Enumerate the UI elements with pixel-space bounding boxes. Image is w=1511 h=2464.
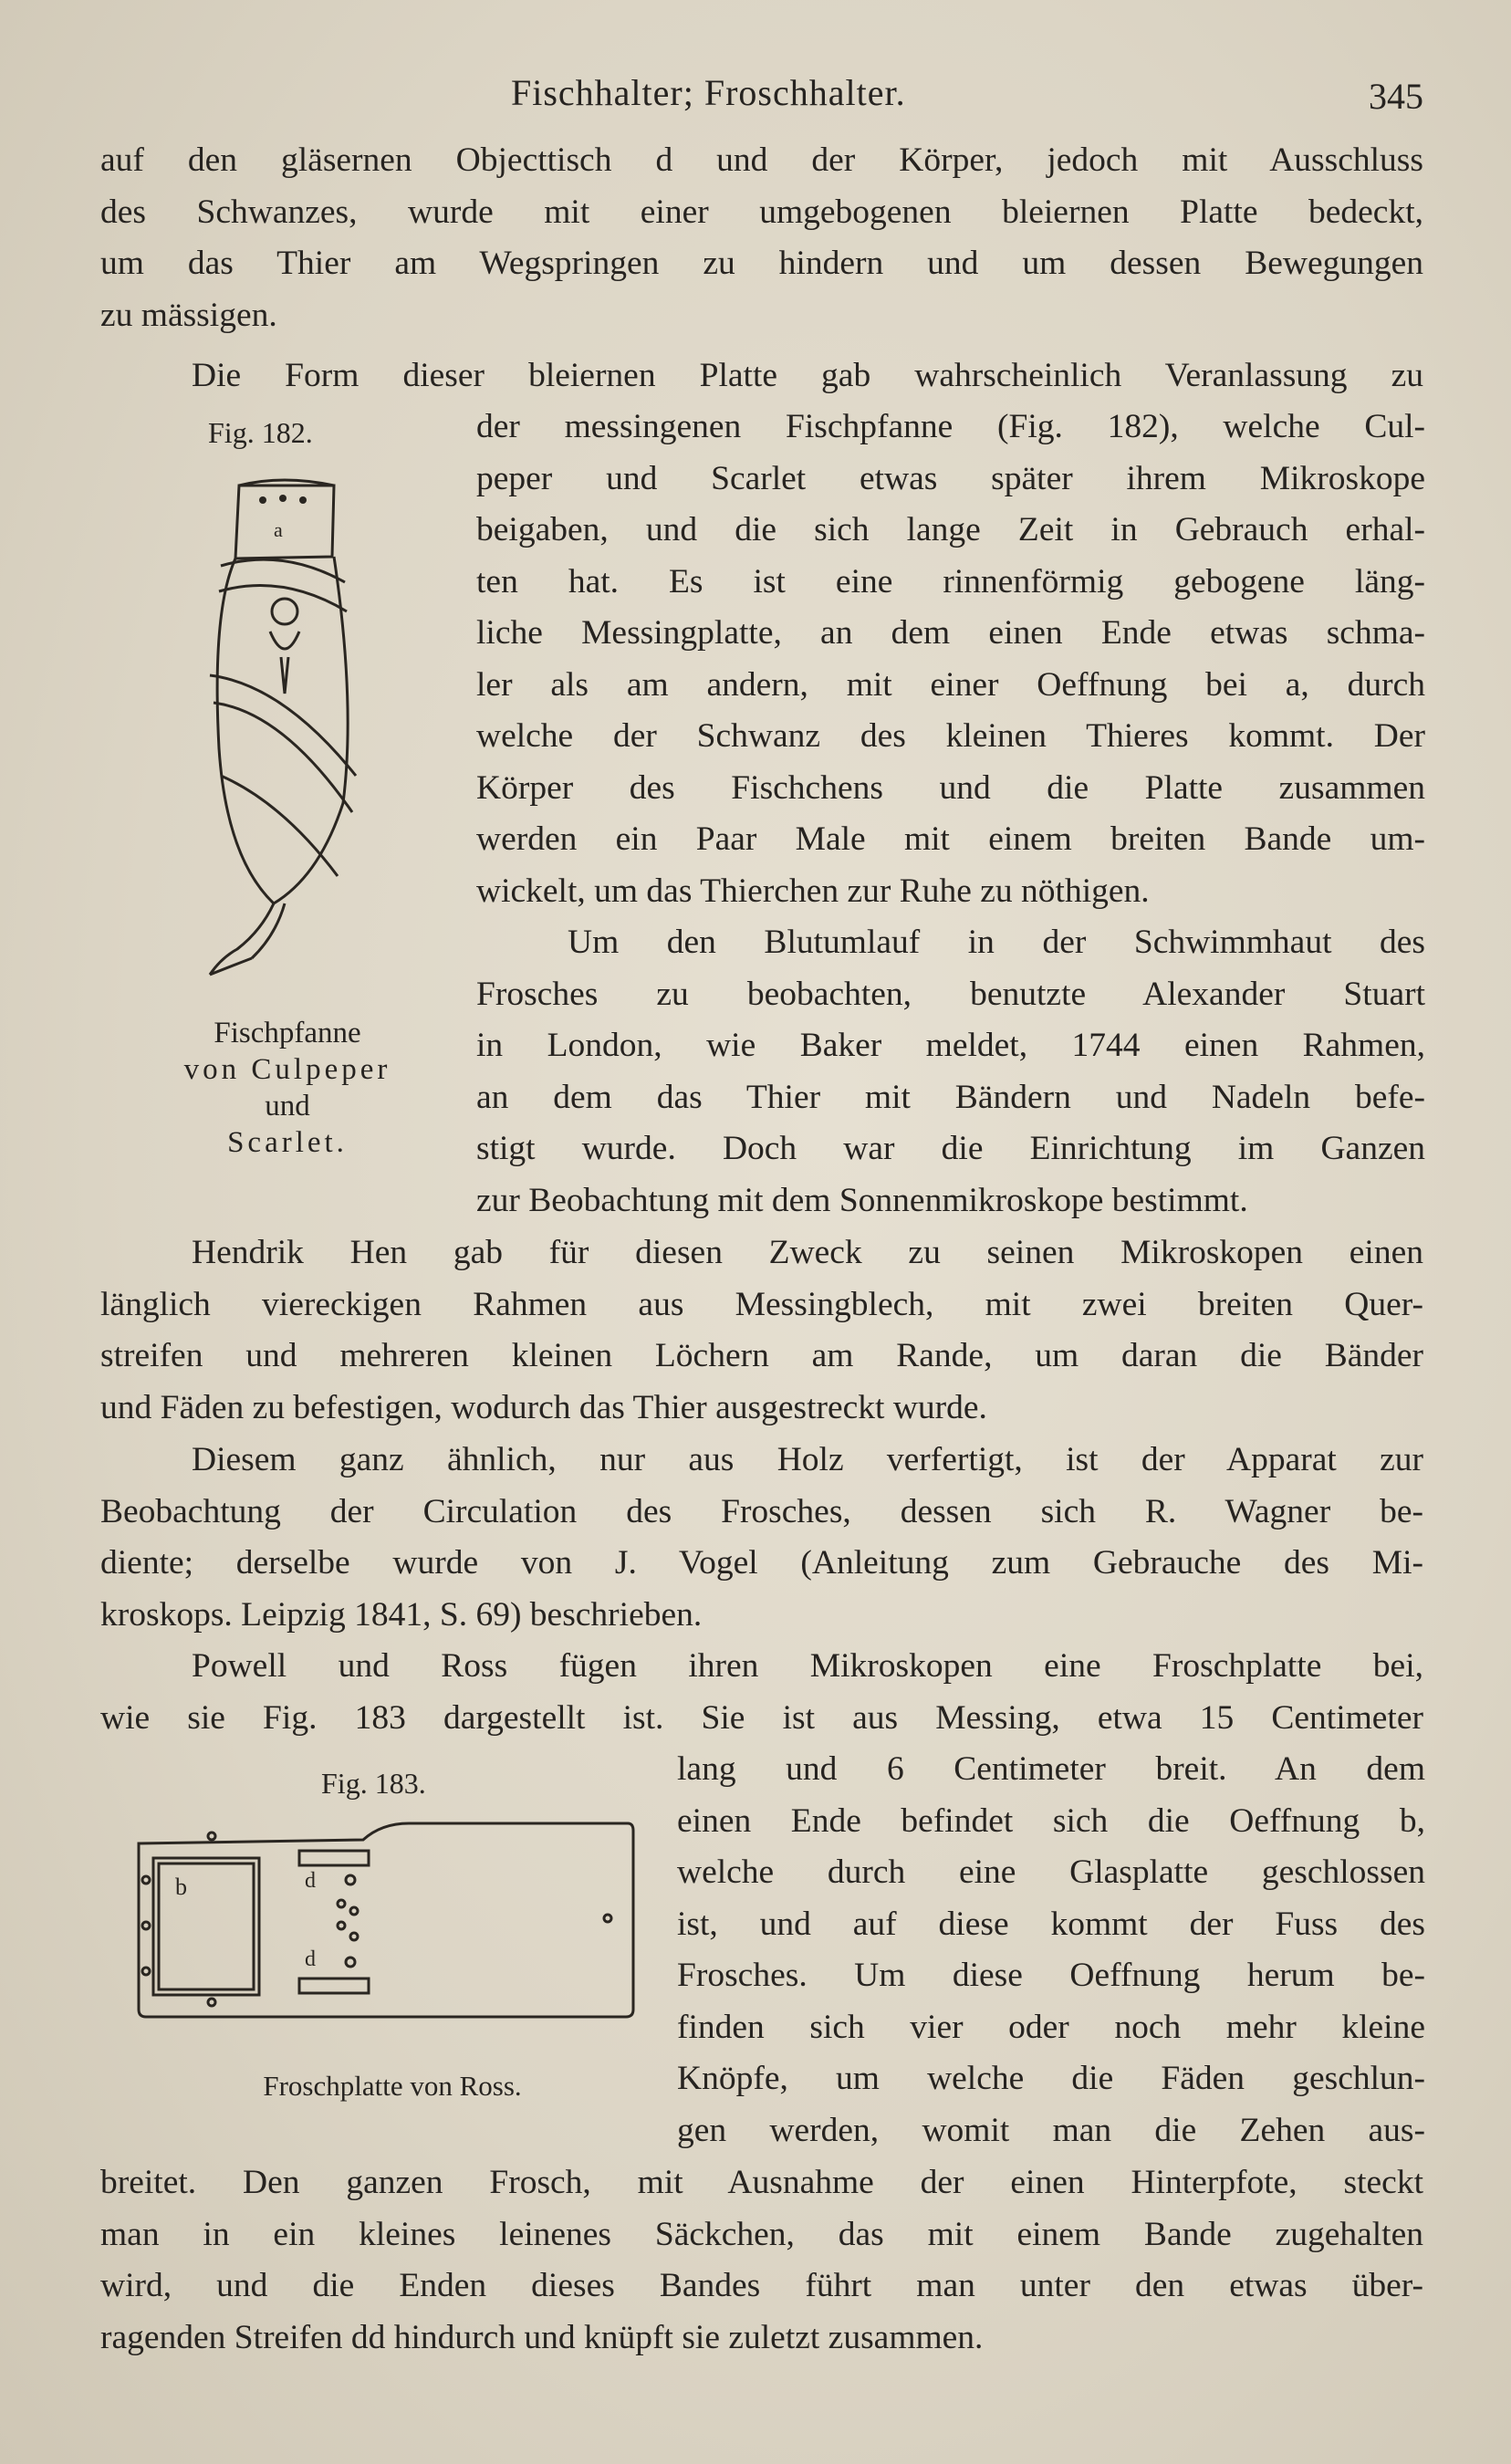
paragraph-4	[100, 1227, 1423, 1434]
page-number: 345	[1369, 76, 1423, 117]
text-line: diente; derselbe wurde von J. Vogel (Anleitung zum Gebrauche des Mi-	[100, 1544, 1423, 1582]
text-line: beigaben, und die sich lange Zeit in Gebrauch erhal-	[476, 511, 1425, 548]
figure-182-fish-pan-illustration	[173, 475, 392, 986]
text-line: Powell und Ross fügen ihren Mikroskopen eine Froschplatte bei,	[192, 1647, 1423, 1685]
text-line: streifen und mehreren kleinen Löchern am Rande, um daran die Bänder	[100, 1337, 1423, 1374]
text-line: Frosches. Um diese Oeffnung herum be-	[677, 1957, 1425, 1994]
text-line: Um den Blutumlauf in der Schwimmhaut des	[568, 924, 1425, 961]
figure-183-letter-d: d	[305, 1869, 316, 1893]
rivet-dot	[299, 496, 307, 504]
text-line: einen Ende befindet sich die Oeffnung b,	[677, 1801, 1425, 1840]
paragraph-5	[100, 1435, 1423, 1641]
figure-183-frog-plate-illustration	[135, 1816, 637, 2026]
text-line: um das Thier am Wegspringen zu hindern und um dessen Bewegungen	[100, 245, 1423, 282]
figure-183-label: Fig. 183.	[321, 1767, 426, 1800]
paragraph-6-start	[100, 1641, 1423, 1744]
text-line: der messingenen Fischpfanne (Fig. 182), welche Cul-	[476, 408, 1425, 445]
text-line: man in ein kleines leinenes Säckchen, das mit einem Bande zugehalten	[100, 2215, 1423, 2253]
text-line: finden sich vier oder noch mehr kleine	[677, 2008, 1425, 2046]
text-line: ten hat. Es ist eine rinnenförmig gebogene läng-	[476, 562, 1425, 600]
text-line: werden ein Paar Male mit einem breiten Bande um-	[476, 820, 1425, 858]
text-line: stigt wurde. Doch war die Einrichtung im Ganzen	[476, 1130, 1425, 1167]
figure-183-letter-b: b	[175, 1874, 187, 1900]
text-line: ler als am andern, mit einer Oeffnung bei a, durch	[476, 665, 1425, 704]
text-line: peper und Scarlet etwas später ihrem Mikroskope	[476, 459, 1425, 497]
text-line: lang und 6 Centimeter breit. An dem	[677, 1750, 1425, 1788]
caption-line: und	[265, 1090, 310, 1122]
figure-182-label: Fig. 182.	[208, 416, 313, 449]
text-line: gen werden, womit man die Zehen aus-	[677, 2111, 1425, 2149]
paragraph-1	[100, 135, 1423, 341]
figure-182-letter-a: a	[274, 518, 283, 541]
text-line: Hendrik Hen gab für diesen Zweck zu seinen Mikroskopen einen	[192, 1234, 1423, 1271]
text-line: Körper des Fischchens und die Platte zusammen	[476, 768, 1425, 807]
text-line: an dem das Thier mit Bändern und Nadeln befe-	[476, 1078, 1425, 1116]
text-line: breitet. Den ganzen Frosch, mit Ausnahme der einen Hinterpfote, steckt	[100, 2164, 1423, 2201]
text-line: auf den gläsernen Objecttisch d und der Körper, jedoch mit Ausschluss	[100, 141, 1423, 179]
figure-183-caption: Froschplatte von Ross.	[263, 2070, 522, 2102]
paragraph-2-wrapped	[476, 402, 1425, 917]
text-line: Die Form dieser bleiernen Platte gab wahrscheinlich Veranlassung zu	[192, 357, 1423, 394]
text-line: zu mässigen.	[100, 296, 277, 334]
figure-182-caption	[146, 1015, 429, 1161]
text-line: wie sie Fig. 183 dargestellt ist. Sie ist aus Messing, etwa 15 Centimeter	[100, 1698, 1423, 1737]
text-line: des Schwanzes, wurde mit einer umgebogenen bleiernen Platte bedeckt,	[100, 193, 1423, 231]
paragraph-3	[476, 917, 1425, 1227]
text-line: Beobachtung der Circulation des Frosches, dessen sich R. Wagner be-	[100, 1492, 1423, 1530]
caption-line: Fischpfanne	[214, 1017, 361, 1049]
text-line: Frosches zu beobachten, benutzte Alexander Stuart	[476, 975, 1425, 1013]
text-line: ist, und auf diese kommt der Fuss des	[677, 1905, 1425, 1943]
text-line: wickelt, um das Thierchen zur Ruhe zu nöthigen.	[476, 872, 1150, 910]
running-head: Fischhalter; Froschhalter.	[511, 72, 906, 113]
page-header	[0, 71, 1511, 126]
rivet-dot	[279, 495, 287, 502]
figure-183-letter-d: d	[305, 1947, 316, 1971]
text-line: wird, und die Enden dieses Bandes führt man unter den etwas über-	[100, 2267, 1423, 2304]
text-line: ragenden Streifen dd hindurch und knüpft sie zuletzt zusammen.	[100, 2318, 984, 2356]
text-line: zur Beobachtung mit dem Sonnenmikroskope bestimmt.	[476, 1181, 1248, 1219]
caption-line: Scarlet.	[227, 1126, 348, 1159]
text-line: länglich viereckigen Rahmen aus Messingblech, mit zwei breiten Quer-	[100, 1285, 1423, 1323]
text-line: Diesem ganz ähnlich, nur aus Holz verfertigt, ist der Apparat zur	[192, 1441, 1423, 1478]
text-line: Knöpfe, um welche die Fäden geschlun-	[677, 2060, 1425, 2097]
rivet-dot	[259, 496, 266, 504]
paragraph-6-end	[100, 2157, 1423, 2364]
text-line: welche der Schwanz des kleinen Thieres kommt. Der	[476, 717, 1425, 755]
text-line: kroskops. Leipzig 1841, S. 69) beschrieben.	[100, 1595, 703, 1634]
text-line: in London, wie Baker meldet, 1744 einen Rahmen,	[476, 1027, 1425, 1064]
caption-line: von Culpeper	[183, 1053, 391, 1086]
text-line: und Fäden zu befestigen, wodurch das Thier ausgestreckt wurde.	[100, 1388, 987, 1426]
text-line: welche durch eine Glasplatte geschlossen	[677, 1853, 1425, 1891]
text-line: liche Messingplatte, an dem einen Ende etwas schma-	[476, 614, 1425, 652]
paragraph-2-first-line	[192, 350, 1423, 402]
paragraph-6-wrapped	[677, 1744, 1425, 2156]
